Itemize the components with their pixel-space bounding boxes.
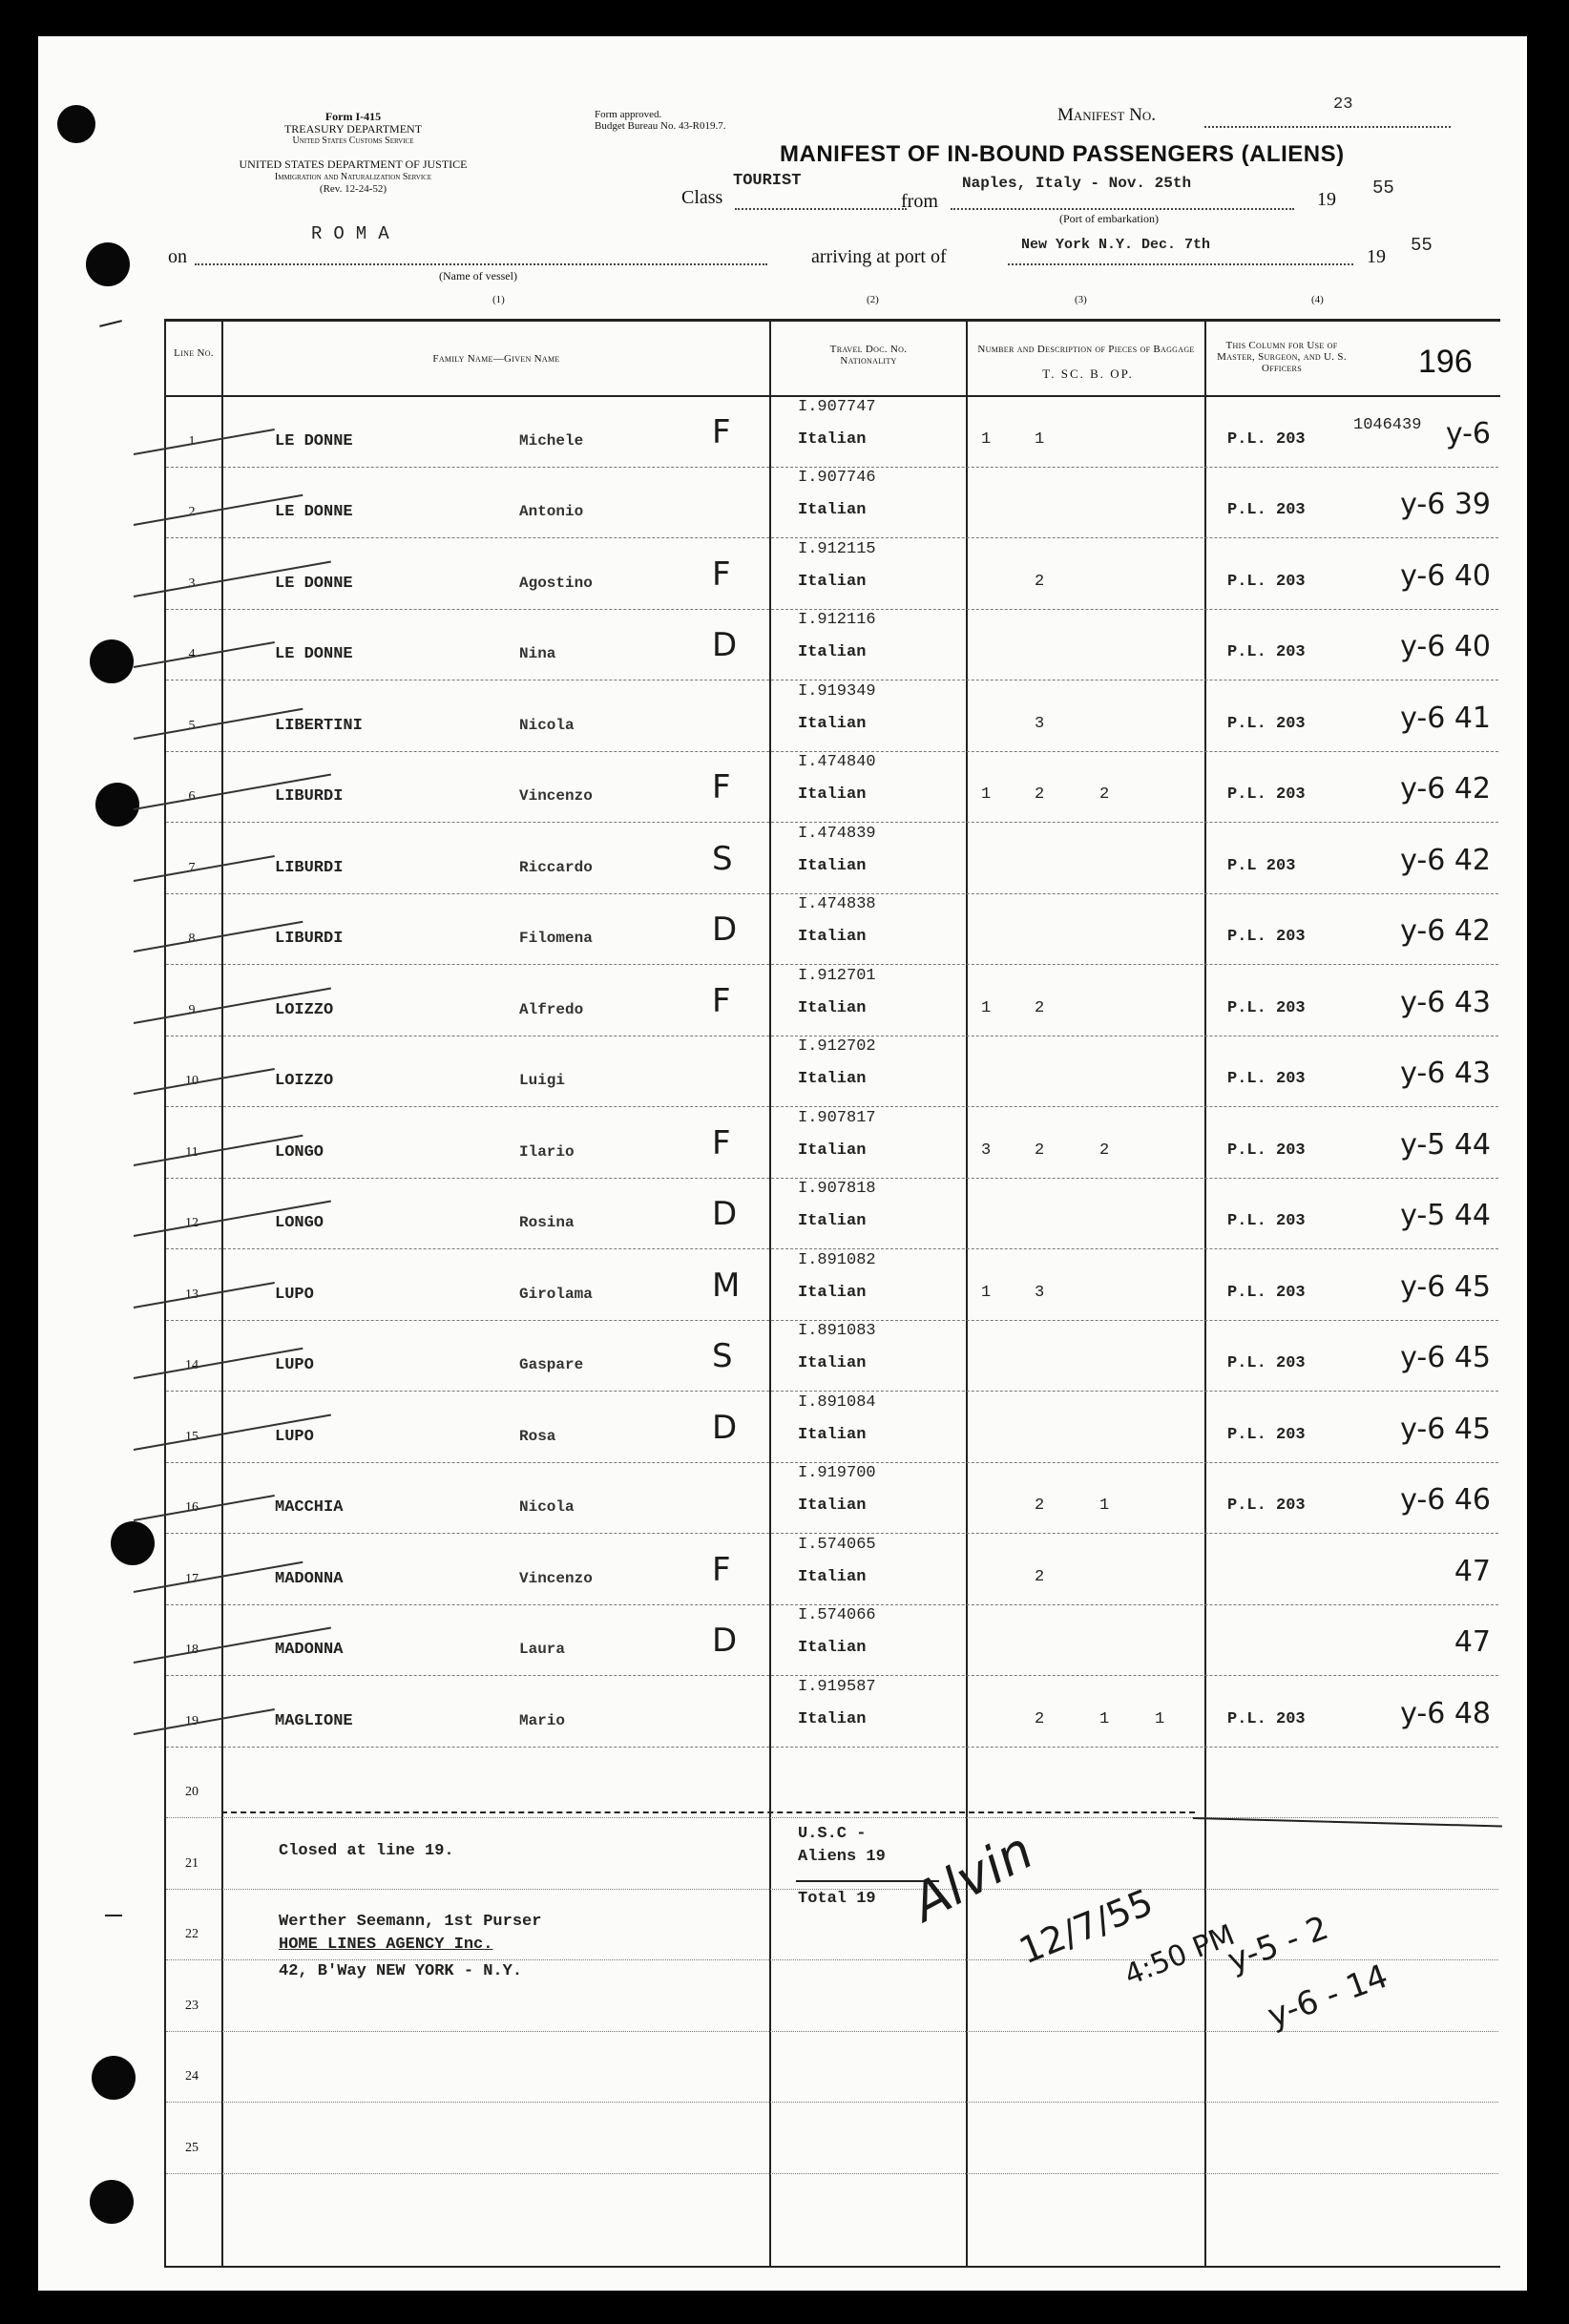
column-number-3: (3) (1075, 294, 1087, 305)
given-name: Filomena (519, 930, 593, 947)
travel-doc-number: I.919700 (798, 1464, 876, 1482)
family-name: LOIZZO (275, 1072, 334, 1090)
passenger-row (38, 537, 1527, 609)
binder-hole (86, 242, 130, 286)
arriving-label: arriving at port of (811, 246, 947, 267)
check-tick (134, 641, 275, 668)
baggage-sc: 2 (1035, 1141, 1045, 1160)
line-number: 2 (188, 505, 196, 519)
passenger-row (38, 395, 1527, 467)
check-tick (134, 1495, 275, 1521)
form-approved: Form approved. (595, 109, 662, 120)
officer-mark: y-6 43 (1400, 1057, 1491, 1090)
relationship-mark: D (712, 1195, 738, 1233)
manifest-title: MANIFEST OF IN-BOUND PASSENGERS (ALIENS) (780, 141, 1345, 167)
passenger-row (38, 1106, 1527, 1178)
family-name: MACCHIA (275, 1498, 344, 1517)
line-number: 20 (185, 1785, 199, 1799)
family-name: LE DONNE (275, 645, 353, 663)
nationality: Italian (798, 1070, 867, 1088)
officer-stamp: P.L. 203 (1227, 501, 1306, 519)
line-number: 14 (185, 1358, 199, 1372)
binder-hole (90, 2180, 134, 2224)
officer-stamp: P.L. 203 (1227, 928, 1306, 946)
officer-mark: y-6 45 (1400, 1412, 1491, 1446)
given-name: Gaspare (519, 1356, 584, 1373)
travel-doc-number: I.907818 (798, 1180, 876, 1198)
passenger-row (38, 751, 1527, 823)
relationship-mark: S (712, 1337, 733, 1375)
inspection-date: 12/7/55 (1013, 1880, 1160, 1973)
baggage-sc: 1 (1035, 429, 1045, 449)
travel-doc-number: I.891083 (798, 1322, 876, 1340)
arriving-value: New York N.Y. Dec. 7th (1021, 237, 1211, 253)
closed-at-line: Closed at line 19. (279, 1842, 454, 1860)
family-name: LONGO (275, 1142, 324, 1162)
nationality: Italian (798, 643, 867, 661)
from-value: Naples, Italy - Nov. 25th (962, 175, 1192, 192)
manifest-sheet (38, 36, 1527, 2291)
officer-stamp: P.L. 203 (1227, 643, 1306, 661)
line-number: 17 (185, 1571, 199, 1586)
aliens-total: Aliens 19 (798, 1848, 886, 1866)
travel-doc-number: I.574066 (798, 1606, 876, 1624)
travel-doc-number: I.912701 (798, 966, 876, 985)
class-label: Class (681, 187, 723, 208)
officer-mark: y-6 39 (1400, 488, 1491, 521)
nationality: Italian (798, 928, 867, 946)
purser-name: Werther Seemann, 1st Purser (279, 1913, 542, 1931)
travel-doc-number: I.912115 (798, 539, 876, 558)
travel-doc-number: I.474838 (798, 895, 876, 913)
year-value: 55 (1372, 178, 1394, 199)
column-number-2: (2) (867, 294, 879, 305)
line-number: 1 (188, 433, 196, 449)
travel-doc-number: I.919349 (798, 681, 876, 701)
line-number: 12 (185, 1216, 199, 1230)
officer-mark: y-6 (1445, 416, 1491, 450)
nationality: Italian (798, 1709, 867, 1728)
nationality: Italian (798, 1212, 867, 1230)
family-name: LONGO (275, 1214, 324, 1232)
officer-stamp: P.L. 203 (1227, 1212, 1306, 1230)
line-number: 13 (185, 1287, 199, 1302)
line-number: 19 (185, 1713, 199, 1728)
officer-mark: y-6 41 (1400, 701, 1491, 735)
given-name: Nicola (519, 1498, 575, 1516)
officer-stamp: P.L 203 (1227, 856, 1296, 875)
relationship-mark: D (712, 911, 738, 949)
officer-mark: y-6 40 (1400, 630, 1491, 663)
column-number-1: (1) (492, 294, 505, 305)
officer-stamp: P.L. 203 (1227, 1354, 1306, 1372)
port-embarkation-caption: (Port of embarkation) (1059, 212, 1159, 225)
given-name: Alfredo (519, 1000, 584, 1018)
travel-doc-number: I.891082 (798, 1250, 876, 1269)
nationality: Italian (798, 1141, 867, 1160)
relationship-mark: F (712, 981, 731, 1020)
family-name: LIBURDI (275, 858, 344, 877)
passenger-row (38, 1036, 1527, 1107)
check-tick (134, 1281, 275, 1308)
relationship-mark: F (712, 555, 731, 594)
officer-stamp: P.L. 203 (1227, 1709, 1306, 1728)
line-number: 15 (185, 1429, 199, 1444)
given-name: Ilario (519, 1142, 575, 1161)
on-label: on (168, 246, 187, 267)
family-name: MAGLIONE (275, 1711, 353, 1730)
relationship-mark: M (712, 1266, 741, 1305)
relationship-mark: D (712, 1622, 738, 1660)
baggage-t: 1 (981, 1283, 992, 1302)
officer-stamp: P.L. 203 (1227, 572, 1306, 591)
officer-mark: y-6 45 (1400, 1341, 1491, 1374)
line-number: 7 (188, 860, 196, 875)
header-travel-doc: Travel Doc. No. Nationality (829, 344, 908, 366)
given-name: Mario (519, 1711, 566, 1729)
passenger-row (38, 893, 1527, 965)
baggage-op: 1 (1155, 1709, 1165, 1728)
given-name: Riccardo (519, 858, 593, 876)
given-name: Rosa (519, 1427, 556, 1445)
line-number: 16 (185, 1500, 199, 1515)
officer-stamp: P.L. 203 (1227, 785, 1306, 804)
family-name: LIBERTINI (275, 716, 363, 735)
check-tick (134, 428, 275, 454)
passenger-row (38, 609, 1527, 680)
margin-mark (99, 320, 122, 327)
nationality: Italian (798, 1497, 867, 1515)
budget-bureau: Budget Bureau No. 43-R019.7. (595, 120, 726, 132)
baggage-t: 1 (981, 429, 992, 449)
baggage-t: 1 (981, 785, 992, 804)
family-name: LUPO (275, 1285, 314, 1304)
line-number: 21 (185, 1855, 199, 1871)
margin-mark (105, 1915, 122, 1916)
travel-doc-number: I.912702 (798, 1037, 876, 1056)
family-name: LUPO (275, 1356, 314, 1374)
empty-line-row (38, 1747, 1527, 1818)
nationality: Italian (798, 1567, 867, 1586)
line-number: 4 (188, 647, 196, 661)
tally-y5: y-5 - 2 (1223, 1908, 1334, 1980)
baggage-t: 3 (981, 1141, 992, 1160)
passenger-row (38, 964, 1527, 1036)
header-baggage: Number and Description of Pieces of Baggage (977, 344, 1195, 355)
family-name: LE DONNE (275, 431, 353, 450)
passenger-row (38, 1675, 1527, 1747)
nationality: Italian (798, 501, 867, 519)
family-name: MADONNA (275, 1569, 344, 1588)
line-number: 23 (185, 1998, 199, 2013)
baggage-sc: 2 (1035, 998, 1045, 1017)
manifest-no-line (1204, 126, 1451, 128)
page-number: 196 (1418, 344, 1473, 380)
travel-doc-number: I.474839 (798, 824, 876, 843)
family-name: LE DONNE (275, 503, 353, 521)
customs-service: United States Customs Service (292, 136, 414, 146)
officer-stamp: P.L. 203 (1227, 1141, 1306, 1160)
inspection-time: 4:50 PM (1119, 1917, 1240, 1993)
travel-doc-number: I.907746 (798, 469, 876, 487)
given-name: Vincenzo (519, 787, 593, 805)
justice-dept: UNITED STATES DEPARTMENT OF JUSTICE (239, 157, 468, 171)
officer-mark: y-6 42 (1400, 772, 1491, 806)
nationality: Italian (798, 1425, 867, 1444)
officer-mark: 47 (1454, 1554, 1491, 1588)
given-name: Girolama (519, 1285, 593, 1303)
baggage-b: 2 (1099, 1141, 1110, 1160)
travel-doc-number: I.907747 (798, 397, 876, 416)
treasury-dept: TREASURY DEPARTMENT (283, 122, 423, 136)
relationship-mark: S (712, 839, 733, 878)
line-number: 24 (185, 2069, 199, 2083)
line-number: 9 (188, 1002, 196, 1017)
given-name: Agostino (519, 574, 593, 592)
ins-service: Immigration and Naturalization Service (274, 172, 432, 182)
passenger-row (38, 467, 1527, 538)
officer-mark: y-6 45 (1400, 1269, 1491, 1304)
row-rule (166, 2173, 1498, 2174)
baggage-sc: 2 (1035, 572, 1045, 591)
given-name: Nina (519, 645, 556, 662)
given-name: Rosina (519, 1214, 575, 1231)
baggage-sc: 3 (1035, 1283, 1045, 1302)
empty-line-row (38, 2031, 1527, 2103)
vessel-name: ROMA (311, 223, 401, 244)
table-top-border (164, 319, 1500, 322)
given-name: Nicola (519, 716, 575, 734)
family-name: LIBURDI (275, 930, 344, 948)
officer-mark: y-6 43 (1400, 985, 1491, 1019)
officer-stamp: P.L. 203 (1227, 429, 1306, 449)
baggage-sc: 3 (1035, 714, 1045, 733)
officer-mark: y-6 46 (1400, 1483, 1491, 1517)
line-number: 18 (185, 1643, 199, 1657)
nationality: Italian (798, 1283, 867, 1302)
family-name: LIBURDI (275, 787, 344, 806)
officer-stamp: P.L. 203 (1227, 1283, 1306, 1302)
passenger-row (38, 822, 1527, 893)
line-number: 6 (188, 789, 196, 804)
nationality: Italian (798, 785, 867, 804)
nationality: Italian (798, 429, 867, 449)
form-number: Form I-415 (324, 110, 382, 123)
travel-doc-number: I.474840 (798, 753, 876, 771)
passenger-row (38, 1248, 1527, 1320)
vessel-line (195, 263, 767, 265)
binder-hole (57, 105, 95, 143)
check-tick (134, 1707, 275, 1734)
manifest-no-value: 23 (1333, 95, 1353, 114)
from-label: from (901, 191, 938, 212)
officer-stamp: P.L. 203 (1227, 714, 1306, 733)
officer-mark: y-6 48 (1400, 1696, 1491, 1730)
passenger-row (38, 1462, 1527, 1534)
year-prefix: 19 (1317, 189, 1336, 210)
baggage-sc: 2 (1035, 1497, 1045, 1515)
agency-name: HOME LINES AGENCY Inc. (279, 1936, 493, 1954)
tally-y6: y-6 - 14 (1263, 1957, 1393, 2036)
class-value: TOURIST (733, 172, 802, 190)
nationality: Italian (798, 998, 867, 1017)
line-number: 25 (185, 2140, 199, 2155)
line-number: 22 (185, 1927, 199, 1941)
given-name: Antonio (519, 503, 584, 520)
given-name: Luigi (519, 1072, 566, 1089)
line-number: 5 (188, 718, 196, 733)
relationship-mark: F (712, 1550, 731, 1589)
check-tick (134, 854, 275, 881)
check-tick (134, 1068, 275, 1095)
from-line (951, 208, 1294, 210)
officer-mark: y-6 40 (1400, 558, 1491, 593)
line-number: 8 (188, 932, 196, 946)
baggage-sc: 2 (1035, 785, 1045, 804)
passenger-row (38, 1178, 1527, 1249)
travel-doc-number: I.574065 (798, 1535, 876, 1554)
table-bottom-border (164, 2266, 1500, 2268)
given-name: Michele (519, 431, 584, 450)
closing-rule (221, 1811, 1195, 1813)
family-name: LUPO (275, 1427, 314, 1446)
vessel-caption: (Name of vessel) (439, 269, 517, 283)
empty-line-row (38, 1817, 1527, 1889)
officer-stamp: P.L. 203 (1227, 1497, 1306, 1515)
arriving-line (1008, 263, 1353, 265)
family-name: MADONNA (275, 1641, 344, 1659)
family-name: LOIZZO (275, 1000, 334, 1019)
passenger-row (38, 680, 1527, 751)
manifest-no-label: Manifest No. (1057, 105, 1156, 125)
header-line-no: Line No. (174, 347, 214, 359)
baggage-sc: 2 (1035, 1709, 1045, 1728)
nationality: Italian (798, 1639, 867, 1657)
baggage-b: 1 (1099, 1497, 1110, 1515)
year-value-2: 55 (1411, 235, 1433, 256)
line-number: 3 (188, 576, 196, 591)
year-prefix-2: 19 (1367, 246, 1386, 267)
officer-stamp: P.L. 203 (1227, 998, 1306, 1017)
baggage-b: 2 (1099, 785, 1110, 804)
passenger-row (38, 1320, 1527, 1392)
given-name: Laura (519, 1641, 566, 1658)
officer-stamp: P.L. 203 (1227, 1070, 1306, 1088)
travel-doc-number: I.891084 (798, 1392, 876, 1412)
travel-doc-number: I.919587 (798, 1677, 876, 1696)
officer-stamp: P.L. 203 (1227, 1425, 1306, 1444)
officer-mark: y-5 44 (1400, 1199, 1491, 1232)
travel-doc-number: I.907817 (798, 1108, 876, 1127)
officer-mark: y-6 42 (1400, 843, 1491, 877)
baggage-b: 1 (1099, 1709, 1110, 1728)
usc-label: U.S.C - (798, 1825, 867, 1843)
revision-date: (Rev. 12-24-52) (319, 183, 387, 195)
travel-doc-number: I.912116 (798, 611, 876, 629)
officer-mark: y-5 44 (1400, 1127, 1491, 1162)
nationality: Italian (798, 1354, 867, 1372)
relationship-mark: F (712, 1123, 731, 1162)
inspector-signature: Alvin (902, 1820, 1043, 1934)
passenger-row (38, 1391, 1527, 1462)
relationship-mark: D (712, 1408, 738, 1447)
column-number-4: (4) (1311, 294, 1324, 305)
relationship-mark: D (712, 626, 738, 664)
empty-line-row (38, 2102, 1527, 2173)
line-number: 10 (185, 1074, 199, 1088)
nationality: Italian (798, 714, 867, 733)
header-officers: This Column for Use of Master, Surgeon, and U. S. Officers (1217, 340, 1347, 374)
baggage-sc: 2 (1035, 1567, 1045, 1586)
passenger-row (38, 1533, 1527, 1604)
officer-mark: y-6 42 (1400, 914, 1491, 948)
officer-mark: 47 (1454, 1625, 1491, 1659)
nationality: Italian (798, 572, 867, 591)
passenger-row (38, 1604, 1527, 1676)
class-line (735, 208, 907, 210)
given-name: Vincenzo (519, 1569, 593, 1587)
grand-total: Total 19 (798, 1890, 876, 1908)
header-name: Family Name—Given Name (432, 353, 560, 365)
line-number: 11 (185, 1144, 199, 1160)
agency-address: 42, B'Way NEW YORK - N.Y. (279, 1962, 523, 1980)
header-baggage-types: T. SC. B. OP. (1042, 366, 1134, 381)
relationship-mark: F (712, 412, 731, 451)
baggage-t: 1 (981, 998, 992, 1017)
nationality: Italian (798, 856, 867, 875)
relationship-mark: F (712, 768, 731, 806)
officer-top-number: 1046439 (1353, 416, 1422, 434)
family-name: LE DONNE (275, 574, 353, 593)
